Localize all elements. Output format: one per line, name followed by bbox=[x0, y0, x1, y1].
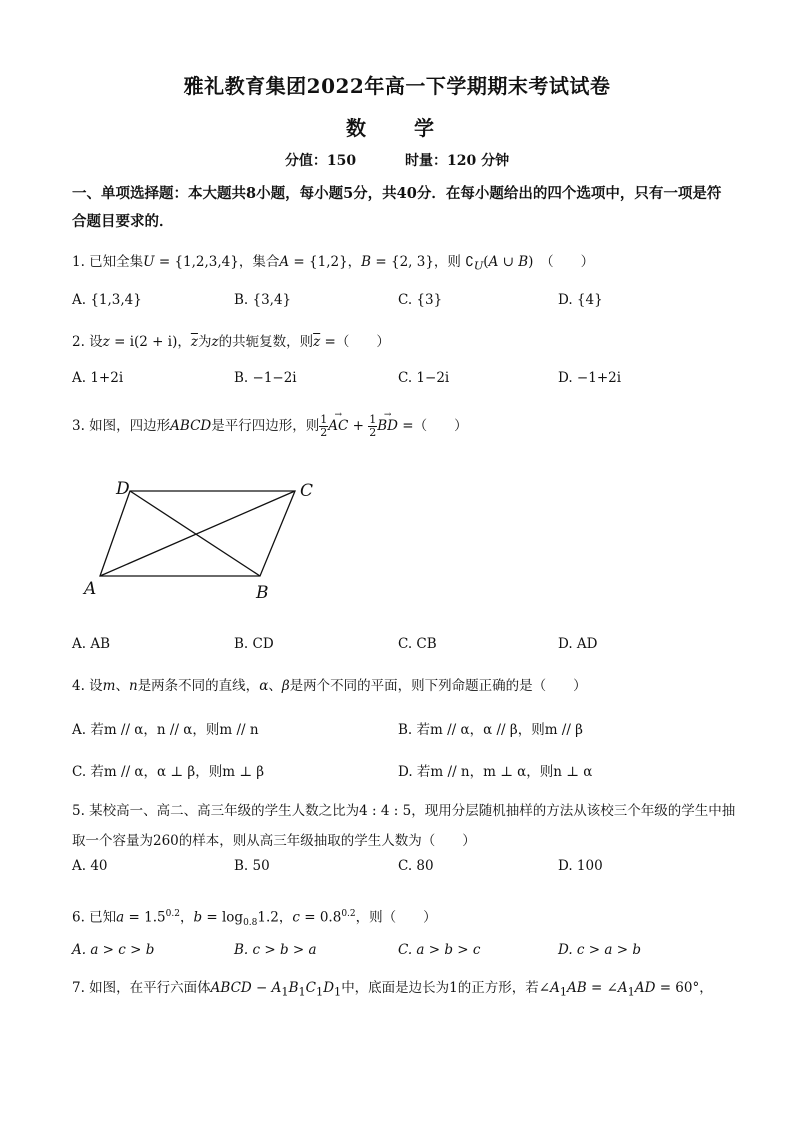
question-4-stem: 4. 设m、n是两条不同的直线，α、β是两个不同的平面，则下列命题正确的是（ ） bbox=[72, 678, 587, 694]
q5-option-a: A. 40 bbox=[72, 858, 108, 874]
section-heading: 一、单项选择题：本大题共8小题，每小题5分，共40分．在每小题给出的四个选项中，只有一项是符合题目要求的． bbox=[72, 185, 722, 230]
q1-option-a: A. {1,3,4} bbox=[72, 292, 142, 308]
parallelogram-figure bbox=[80, 476, 330, 606]
question-7-stem: 7. 如图，在平行六面体ABCD − $A_1B_1C_1D_1$中，底面是边长为1的正方形，若$\angle A_1AB$ = $\angle A_1AD = 60^\circ$， bbox=[72, 980, 713, 999]
time-limit: 时量：120 分钟 bbox=[405, 153, 510, 169]
q3-option-c: C. CB bbox=[398, 636, 437, 652]
q4-option-a: A. 若m // α，n // α，则m // n bbox=[72, 722, 259, 738]
q5-option-c: C. 80 bbox=[398, 858, 434, 874]
q5-option-d: D. 100 bbox=[558, 858, 603, 874]
q1-option-b: B. {3,4} bbox=[234, 292, 292, 308]
vertex-label-b: B bbox=[256, 583, 269, 603]
vertex-label-a: A bbox=[84, 579, 97, 599]
q3-option-a: A. AB bbox=[72, 636, 111, 652]
q2-option-d: D. −1+2i bbox=[558, 370, 622, 386]
q2-option-c: C. 1−2i bbox=[398, 370, 450, 386]
q1-option-c: C. {3} bbox=[398, 292, 443, 308]
question-5-stem: 5. 某校高一、高二、高三年级的学生人数之比为4 : 4 : 5，现用分层随机抽样的方法从该校三个年级的学生中抽取一个容量为260的样本，则从高三年级抽取的学生人数为（ ） bbox=[72, 803, 736, 849]
q6-option-b: B. c > b > a bbox=[234, 942, 317, 958]
question-6-stem: 6. 已知$a = 1.5^{0.2}$，$b = \log_{0.8}1.2$，$c = 0.8^{0.2}$，则（ ） bbox=[72, 909, 437, 929]
q2-option-b: B. −1−2i bbox=[234, 370, 297, 386]
q3-option-d: D. AD bbox=[558, 636, 598, 652]
q6-option-a: A. a > c > b bbox=[72, 942, 155, 958]
q4-option-b: B. 若m // α，α // β，则m // β bbox=[398, 722, 583, 738]
q6-option-c: C. a > b > c bbox=[398, 942, 481, 958]
q1-option-d: D. {4} bbox=[558, 292, 603, 308]
exam-title: 雅礼教育集团2022年高一下学期期末考试试卷 bbox=[183, 74, 611, 98]
q2-option-a: A. 1+2i bbox=[72, 370, 124, 386]
vertex-label-c: C bbox=[300, 481, 314, 501]
subject-title: 数 学 bbox=[346, 116, 448, 140]
score-value: 分值：150 bbox=[284, 153, 357, 169]
diagonal-bd bbox=[130, 491, 260, 576]
question-2-stem: 2. 设z = i(2 + i)，$\overline{z}$为z的共轭复数，则$\overline{z}$ =（ ） bbox=[72, 334, 390, 350]
question-3-stem: 3. 如图，四边形ABCD是平行四边形，则 $\frac{1}{2}$ → AC + $\frac{1}{2}$ → BD =（ ） bbox=[72, 414, 742, 439]
q6-option-d: D. c > a > b bbox=[558, 942, 641, 958]
q3-option-b: B. CD bbox=[234, 636, 274, 652]
vertex-label-d: D bbox=[116, 479, 130, 499]
q4-option-c: C. 若m // α，α ⊥ β，则m ⊥ β bbox=[72, 764, 265, 780]
q4-option-d: D. 若m // n，m ⊥ α，则n ⊥ α bbox=[398, 764, 593, 780]
exam-meta bbox=[0, 150, 794, 170]
question-1-stem: 1. 已知全集U = {1,2,3,4}，集合A = {1,2}，B = {2, 3}，则 $∁_U(A$ ∪ B) （ ） bbox=[72, 254, 595, 273]
q5-option-b: B. 50 bbox=[234, 858, 270, 874]
